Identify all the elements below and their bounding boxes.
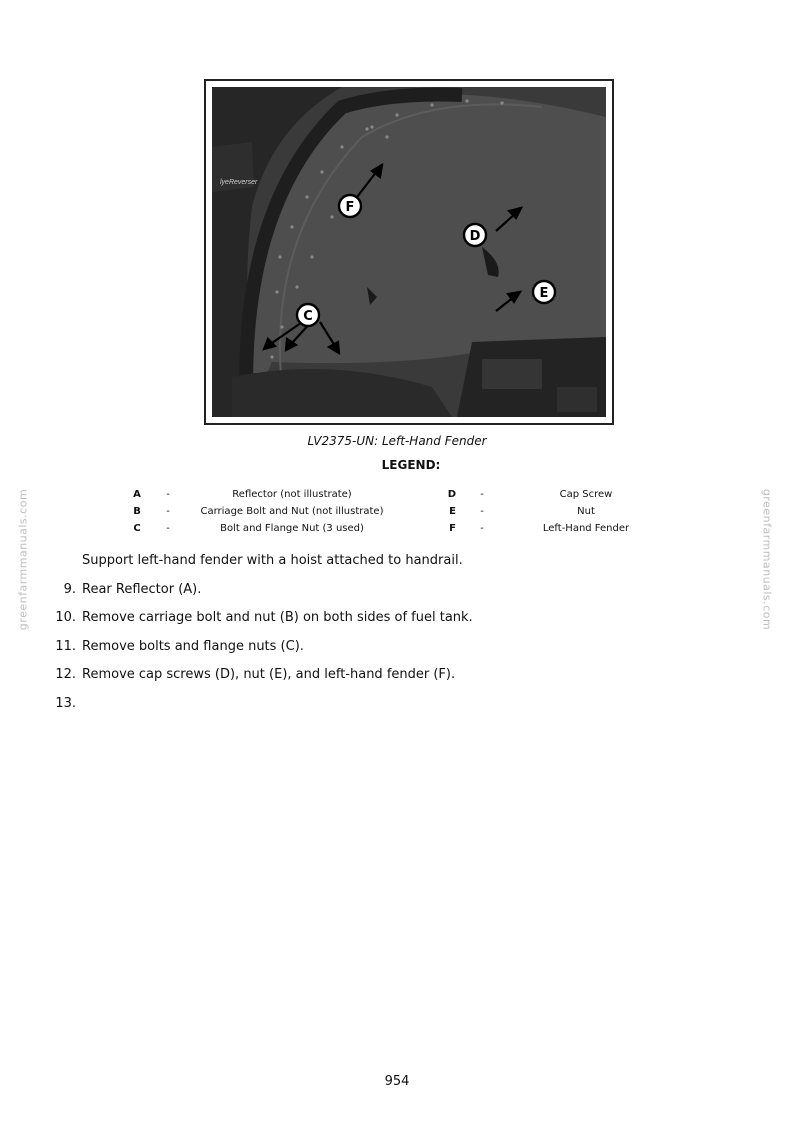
legend-description: Bolt and Flange Nut (3 used) — [220, 523, 364, 534]
legend-description: Reflector (not illustrate) — [232, 489, 352, 500]
legend-key: A — [133, 489, 141, 500]
legend-key: E — [449, 506, 456, 517]
fender-photo — [212, 87, 606, 417]
watermark-right: greenfarmmanuals.com — [760, 488, 774, 631]
legend-key: F — [449, 523, 456, 534]
brand-text: lyeReverser — [220, 179, 258, 186]
callout-d: D — [469, 229, 481, 244]
step-text: Remove carriage bolt and nut (B) on both sides of fuel tank. — [82, 610, 473, 625]
step-number: 11. — [55, 639, 76, 654]
figure-frame — [204, 79, 614, 425]
step-number: 13. — [55, 696, 76, 711]
step-number: 10. — [55, 610, 76, 625]
legend-key: C — [133, 523, 141, 534]
legend-title: LEGEND: — [381, 458, 441, 472]
step-text: Remove bolts and flange nuts (C). — [82, 639, 304, 654]
callout-c: C — [303, 309, 313, 324]
legend-table — [120, 486, 672, 537]
legend-description: Cap Screw — [559, 489, 613, 500]
legend-row — [120, 520, 672, 537]
step-number: 9. — [63, 582, 76, 597]
legend-dash: - — [166, 489, 170, 500]
legend-dash: - — [166, 506, 170, 517]
legend-description: Carriage Bolt and Nut (not illustrate) — [200, 506, 384, 517]
legend-dash: - — [480, 506, 484, 517]
watermark-left: greenfarmmanuals.com — [16, 488, 30, 631]
legend-description: Left-Hand Fender — [542, 523, 630, 534]
legend-key: B — [133, 506, 141, 517]
step-number: 12. — [55, 667, 76, 682]
legend-dash: - — [166, 523, 170, 534]
legend-key: D — [447, 489, 456, 500]
step-text: Rear Reflector (A). — [82, 582, 202, 597]
legend-row — [120, 503, 672, 520]
legend-row — [120, 486, 672, 503]
legend-dash: - — [480, 489, 484, 500]
step-text: Remove cap screws (D), nut (E), and left-hand fender (F). — [82, 667, 456, 682]
figure-caption: LV2375-UN: Left-Hand Fender — [307, 434, 487, 448]
callout-f: F — [345, 200, 355, 215]
callout-e: E — [539, 286, 549, 301]
legend-dash: - — [480, 523, 484, 534]
legend-description: Nut — [577, 506, 595, 517]
page-number: 954 — [384, 1074, 410, 1089]
step-text: Support left-hand fender with a hoist attached to handrail. — [82, 553, 463, 568]
